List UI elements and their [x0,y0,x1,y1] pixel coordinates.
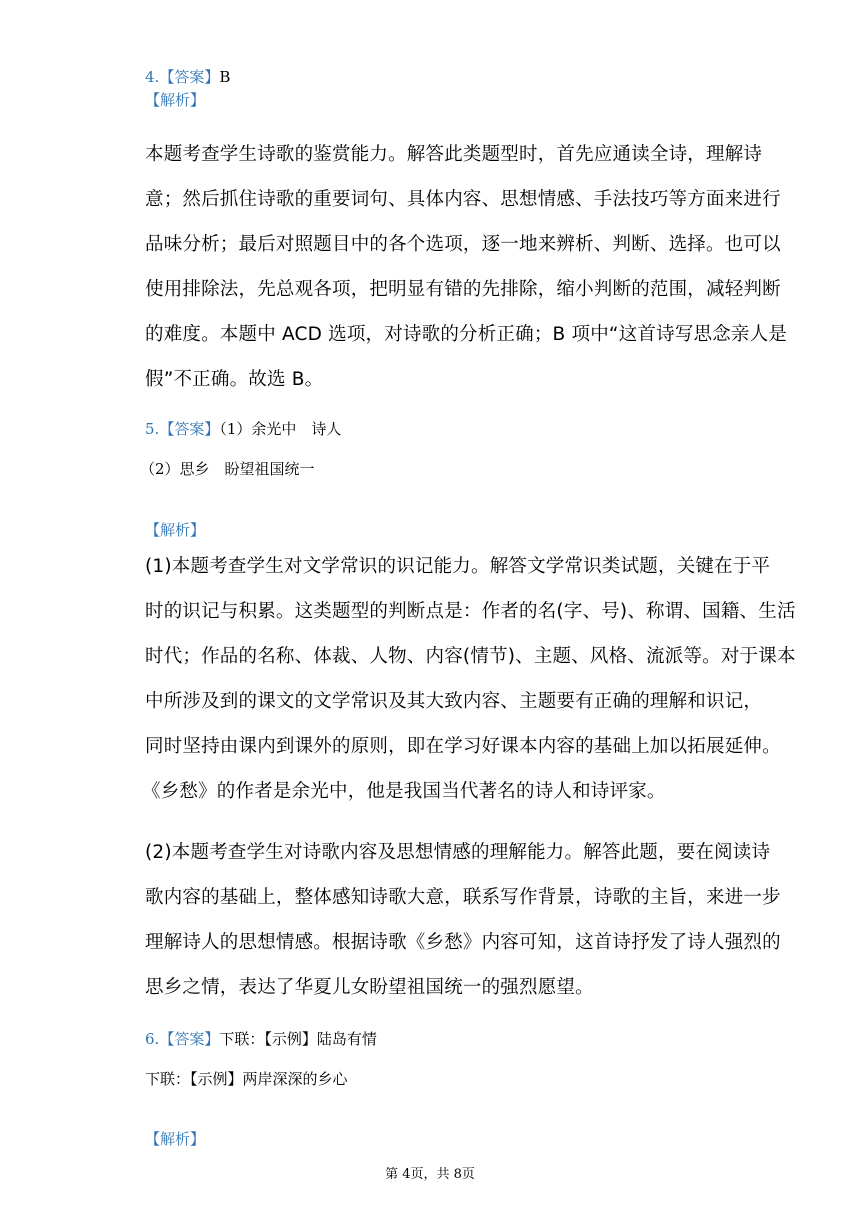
q4-answer-line [145,66,230,87]
q4-number: 4. [145,68,160,86]
q4-answer-tag: 【答案】 [159,68,220,86]
q4-paragraph-line: 本题考查学生诗歌的鉴赏能力。解答此类题型时，首先应通读全诗，理解诗 [145,144,763,165]
q5-paragraph1-line: (1)本题考查学生对文学常识的识记能力。解答文学常识类试题，关键在于平 [145,556,771,577]
q5-paragraph1-line: 同时坚持由课内到课外的原则，即在学习好课本内容的基础上加以拓展延伸。 [145,736,781,757]
q5-paragraph1-line: 《乡愁》的作者是余光中，他是我国当代著名的诗人和诗评家。 [142,781,666,802]
q6-answer-tag: 【答案】 [159,1030,220,1048]
page-footer: 第 4页，共 8页 [385,1167,475,1182]
q4-paragraph-line: 使用排除法，先总观各项，把明显有错的先排除，缩小判断的范围，减轻判断 [145,279,781,300]
q5-analysis-tag: 【解析】 [145,521,206,539]
q6-number: 6. [145,1030,160,1048]
q6-answer-line [145,1028,377,1049]
q5-paragraph2-line: 理解诗人的思想情感。根据诗歌《乡愁》内容可知，这首诗抒发了诗人强烈的 [145,932,781,953]
q5-paragraph1-line: 时代；作品的名称、体裁、人物、内容(情节)、主题、风格、流派等。对于课本 [145,646,796,667]
q5-paragraph1-line: 时的识记与积累。这类题型的判断点是：作者的名(字、号)、称谓、国籍、生活 [145,601,796,622]
q5-number: 5. [145,420,160,438]
q5-paragraph2-line: 思乡之情，表达了华夏儿女盼望祖国统一的强烈愿望。 [145,977,594,998]
q5-answer-line [145,418,341,439]
q4-paragraph-line: 意；然后抓住诗歌的重要词句、具体内容、思想情感、手法技巧等方面来进行 [145,189,781,210]
q5-answer-tag: 【答案】 [159,420,220,438]
q6-answer-1: 下联：【示例】陆岛有情 [219,1030,377,1048]
q6-answer-2: 下联：【示例】两岸深深的乡心 [145,1070,348,1088]
q5-answer-1: （1）余光中 诗人 [219,420,342,438]
q5-paragraph1-line: 中所涉及到的课文的文学常识及其大致内容、主题要有正确的理解和识记， [145,691,763,712]
q4-paragraph-line: 品味分析；最后对照题目中的各个选项，逐一地来辨析、判断、选择。也可以 [145,234,781,255]
q5-answer-2: （2）思乡 盼望祖国统一 [140,460,315,478]
q5-paragraph2-line: 歌内容的基础上，整体感知诗歌大意，联系写作背景，诗歌的主旨，来进一步 [145,887,781,908]
q4-analysis-tag: 【解析】 [145,91,206,109]
q4-paragraph-line: 的难度。本题中 ACD 选项，对诗歌的分析正确；B 项中“这首诗写思念亲人是 [145,324,788,345]
q6-analysis-tag: 【解析】 [145,1130,206,1148]
q5-paragraph2-line: (2)本题考查学生对诗歌内容及思想情感的理解能力。解答此题，要在阅读诗 [145,842,771,863]
q4-paragraph-line: 假”不正确。故选 B。 [145,369,324,390]
q4-answer: B [219,68,231,86]
